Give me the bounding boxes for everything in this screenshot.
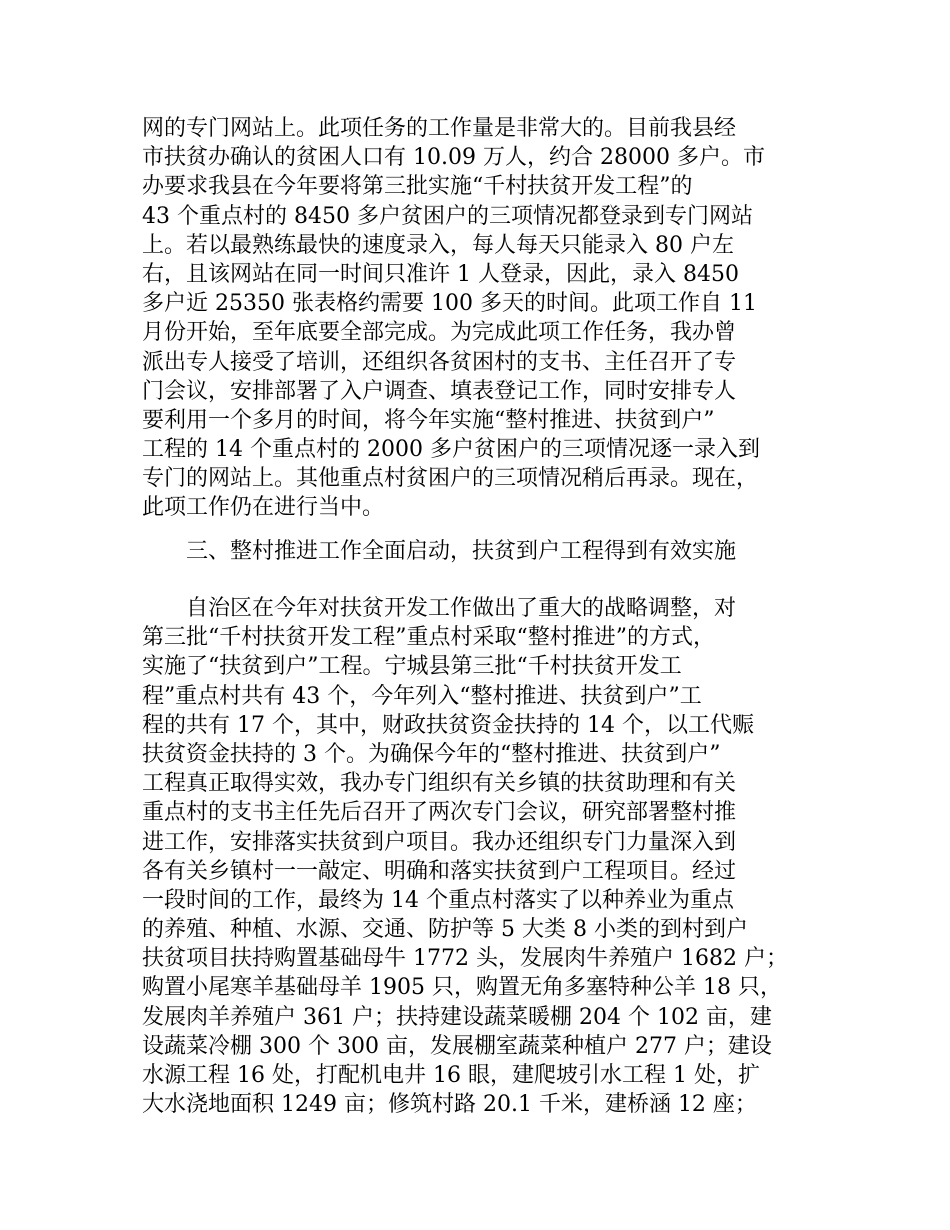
text-line: 的养殖、种植、水源、交通、防护等 5 大类 8 小类的到村到户 (142, 917, 748, 943)
text-line: 实施了“扶贫到户”工程。宁城县第三批“千村扶贫开发工 (142, 654, 682, 680)
text-line: 购置小尾寒羊基础母羊 1905 只，购置无角多塞特种公羊 18 只， (142, 975, 782, 1001)
text-line: 右，且该网站在同一时间只准许 1 人登录，因此，录入 8450 (142, 261, 739, 287)
text-line: 市扶贫办确认的贫困人口有 10.09 万人，约合 28000 多户。市 (142, 145, 765, 171)
text-line: 派出专人接受了培训，还组织各贫困村的支书、主任召开了专 (142, 349, 737, 375)
paragraph-website-entry (142, 114, 842, 523)
text-line: 此项工作仍在进行当中。 (142, 495, 385, 521)
text-line: 上。若以最熟练最快的速度录入，每人每天只能录入 80 户左 (142, 232, 734, 258)
text-line: 43 个重点村的 8450 多户贫困户的三项情况都登录到专门网站 (142, 203, 753, 229)
text-line: 月份开始，至年底要全部完成。为完成此项工作任务，我办曾 (142, 320, 737, 346)
section-heading-text: 三、整村推进工作全面启动，扶贫到户工程得到有效实施 (142, 539, 737, 564)
section-heading (142, 537, 842, 566)
text-line: 扶贫项目扶持购置基础母牛 1772 头，发展肉牛养殖户 1682 户； (142, 946, 788, 972)
text-line: 各有关乡镇村一一敲定、明确和落实扶贫到户工程项目。经过 (142, 858, 737, 884)
text-line: 办要求我县在今年要将第三批实施“千村扶贫开发工程”的 (142, 174, 693, 200)
text-line: 门会议，安排部署了入户调查、填表登记工作，同时安排专人 (142, 378, 737, 404)
text-line: 网的专门网站上。此项任务的工作量是非常大的。目前我县经 (142, 116, 737, 141)
text-line: 大水浇地面积 1249 亩；修筑村路 20.1 千米，建桥涵 12 座； (142, 1092, 757, 1118)
text-line: 进工作，安排落实扶贫到户项目。我办还组织专门力量深入到 (142, 829, 737, 855)
text-line: 扶贫资金扶持的 3 个。为确保今年的“整村推进、扶贫到户” (142, 741, 721, 767)
text-line: 水源工程 16 处，打配机电井 16 眼，建爬坡引水工程 1 处，扩 (142, 1063, 760, 1088)
text-line: 工程真正取得实效，我办专门组织有关乡镇的扶贫助理和有关 (142, 771, 737, 797)
text-line: 重点村的支书主任先后召开了两次专门会议，研究部署整村推 (142, 800, 737, 826)
text-line: 程”重点村共有 43 个，今年列入“整村推进、扶贫到户”工 (142, 683, 702, 709)
text-line: 程的共有 17 个，其中，财政扶贫资金扶持的 14 个，以工代赈 (142, 712, 754, 738)
paragraph-village-program (142, 594, 842, 1119)
text-line: 自治区在今年对扶贫开发工作做出了重大的战略调整，对 (142, 596, 737, 621)
text-line: 设蔬菜冷棚 300 个 300 亩，发展棚室蔬菜种植户 277 户；建设 (142, 1033, 772, 1059)
text-line: 专门的网站上。其他重点村贫困户的三项情况稍后再录。现在， (142, 466, 759, 492)
text-line: 发展肉羊养殖户 361 户；扶持建设蔬菜暖棚 204 个 102 亩，建 (142, 1004, 772, 1030)
text-line: 多户近 25350 张表格约需要 100 多天的时间。此项工作自 11 (142, 291, 757, 317)
text-line: 第三批“千村扶贫开发工程”重点村采取“整村推进”的方式， (142, 625, 715, 651)
text-line: 一段时间的工作，最终为 14 个重点村落实了以种养业为重点 (142, 887, 734, 913)
text-line: 工程的 14 个重点村的 2000 多户贫困户的三项情况逐一录入到 (142, 437, 760, 463)
text-line: 要利用一个多月的时间，将今年实施“整村推进、扶贫到户” (142, 407, 715, 433)
